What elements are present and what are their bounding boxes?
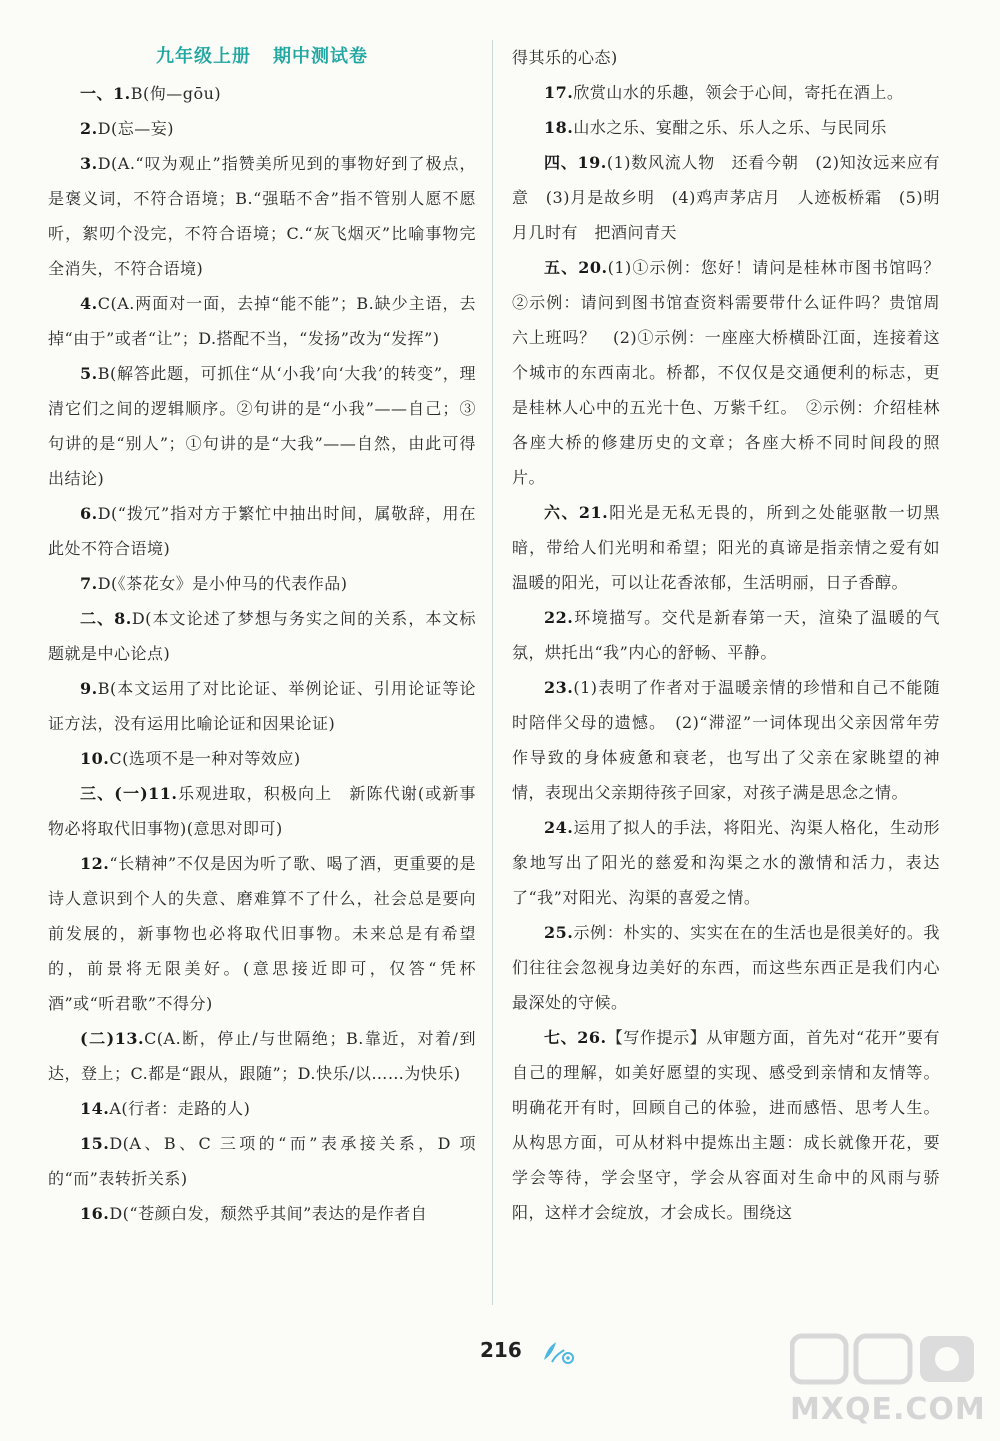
watermark-text: MXQE.COM <box>790 1392 986 1427</box>
answer-text: 欣赏山水的乐趣，领会于心间，寄托在酒上。 <box>573 83 904 102</box>
page-title <box>48 40 476 74</box>
answer-text: D(A、B、C 三项的“而”表承接关系，D 项的“而”表转折关系) <box>48 1134 476 1188</box>
leaf-swirl-icon <box>540 1340 576 1366</box>
answer-item <box>512 145 940 250</box>
answer-number: 二、8. <box>80 609 132 628</box>
answer-number: 10. <box>80 749 110 768</box>
answer-item <box>48 846 476 1021</box>
answer-text: C(选项不是一种对等效应) <box>109 749 301 768</box>
answer-item <box>48 566 476 601</box>
page-number: 216 <box>480 1338 522 1362</box>
answer-number: 7. <box>80 574 98 593</box>
answer-number: 五、20. <box>544 258 608 277</box>
answer-item <box>512 495 940 600</box>
answer-number: 18. <box>544 118 574 137</box>
answer-number: 5. <box>80 364 98 383</box>
answer-number: 四、19. <box>544 153 607 172</box>
answer-number: 3. <box>80 154 98 173</box>
answer-text: (1)数风流人物 还看今朝 (2)知汝远来应有意 (3)月是故乡明 (4)鸡声茅店月 人迹板桥霜 (5)明月几时有 把酒问青天 <box>512 153 940 242</box>
answer-item <box>48 286 476 356</box>
answer-item <box>48 741 476 776</box>
answer-number: 12. <box>80 854 110 873</box>
title-exam: 期中测试卷 <box>273 46 368 67</box>
answer-text: 得其乐的心态) <box>512 48 618 67</box>
answer-number: 22. <box>544 608 574 627</box>
answer-text: D(本文论述了梦想与务实之间的关系，本文标题就是中心论点) <box>48 609 476 663</box>
answer-text: D(《茶花女》是小仲马的代表作品) <box>97 574 348 593</box>
answer-item <box>512 250 957 495</box>
answer-number: 24. <box>544 818 574 837</box>
answer-number: 2. <box>80 119 98 138</box>
answer-item <box>512 110 940 145</box>
answer-number: 25. <box>544 923 574 942</box>
answer-item <box>512 40 940 75</box>
title-grade: 九年级上册 <box>156 46 251 67</box>
answer-text: 【写作提示】从审题方面，首先对“花开”要有自己的理解，如美好愿望的实现、感受到亲情和友情等。明确花开有时，回顾自己的体验，进而感悟、思考人生。从构思方面，可从材料中提炼出主题：成长就像开花，要学会等待，学会坚守，学会从容面对生命中的风雨与骄阳，这样才会绽放，才会成长。围绕这 <box>512 1028 940 1222</box>
answer-item <box>48 1091 476 1126</box>
answer-number: 9. <box>80 679 98 698</box>
answer-text: D(“苍颜白发，颓然乎其间”表达的是作者自 <box>109 1204 428 1223</box>
answer-number: 七、26. <box>544 1028 607 1047</box>
answer-item <box>48 671 476 741</box>
left-answer-list <box>48 76 476 1231</box>
answer-item <box>48 776 476 846</box>
answer-text: 乐观进取，积极向上 新陈代谢(或新事物必将取代旧事物)(意思对即可) <box>48 784 476 838</box>
answer-text: B(佝—gōu) <box>130 84 222 103</box>
answer-number: 六、21. <box>544 503 609 522</box>
answer-number: 6. <box>80 504 98 523</box>
answer-text: (1)①示例：您好！请问是桂林市图书馆吗？ ②示例：请问到图书馆查资料需要带什么证件吗？贵馆周六上班吗？ (2)①示例：一座座大桥横卧江面，连接着这个城市的东西南北。桥都，不仅仅是交通便利的标志，更是桂林人心中的五光十色、万紫千红。 ②示例：介绍桂林各座大桥的修建历史的文章；各座大桥不同时间段的照片。 <box>512 258 957 487</box>
answer-text: D(忘—妄) <box>97 119 175 138</box>
left-column <box>48 40 476 1231</box>
watermark-logo <box>790 1330 980 1390</box>
answer-number: 三、(一)11. <box>80 784 178 803</box>
answer-item <box>48 1021 476 1091</box>
answer-item <box>512 810 940 915</box>
answer-text: B(本文运用了对比论证、举例论证、引用论证等论证方法，没有运用比喻论证和因果论证) <box>48 679 476 733</box>
answer-text: 运用了拟人的手法，将阳光、沟渠人格化，生动形象地写出了阳光的慈爱和沟渠之水的激情和活力，表达了“我”对阳光、沟渠的喜爱之情。 <box>512 818 940 907</box>
answer-number: (二)13. <box>80 1029 145 1048</box>
answer-item <box>512 1020 940 1230</box>
answer-item <box>48 601 476 671</box>
answer-item <box>48 146 476 286</box>
right-answer-list <box>512 40 957 1230</box>
answer-text: 山水之乐、宴酣之乐、乐人之乐、与民同乐 <box>573 118 887 137</box>
answer-number: 4. <box>80 294 98 313</box>
answer-item <box>48 111 476 146</box>
answer-number: 23. <box>544 678 574 697</box>
answer-item <box>512 670 940 810</box>
answer-text: D(“拨冗”指对方于繁忙中抽出时间，属敬辞，用在此处不符合语境) <box>48 504 476 558</box>
right-column <box>512 40 957 1230</box>
answer-text: 示例：朴实的、实实在在的生活也是很美好的。我们往往会忽视身边美好的东西，而这些东西正是我们内心最深处的守候。 <box>512 923 940 1012</box>
answer-item <box>512 915 940 1020</box>
answer-text: A(行者：走路的人) <box>109 1099 251 1118</box>
answer-item <box>48 356 476 496</box>
answer-text: C(A.断，停止/与世隔绝；B.靠近，对着/到达，登上；C.都是“跟从，跟随”；D.快乐/以……为快乐) <box>48 1029 476 1083</box>
column-divider <box>492 40 493 1305</box>
answer-text: 环境描写。交代是新春第一天，渲染了温暖的气氛，烘托出“我”内心的舒畅、平静。 <box>512 608 940 662</box>
answer-number: 14. <box>80 1099 110 1118</box>
answer-item <box>512 600 940 670</box>
answer-text: D(A.“叹为观止”指赞美所见到的事物好到了极点，是褒义词，不符合语境；B.“强聒不舍”指不管别人愿不愿听，絮叨个没完，不符合语境；C.“灰飞烟灭”比喻事物完全消失，不符合语境) <box>48 154 476 278</box>
answer-number: 17. <box>544 83 574 102</box>
answer-item <box>48 496 476 566</box>
answer-text: “长精神”不仅是因为听了歌、喝了酒，更重要的是诗人意识到个人的失意、磨难算不了什么，社会总是要向前发展的，新事物也必将取代旧事物。未来总是有希望的，前景将无限美好。(意思接近即可，仅答“凭杯酒”或“听君歌”不得分) <box>48 854 476 1013</box>
answer-text: B(解答此题，可抓住“从‘小我’向‘大我’的转变”，理清它们之间的逻辑顺序。②句讲的是“小我”——自己；③句讲的是“别人”；①句讲的是“大我”——自然，由此可得出结论) <box>48 364 476 488</box>
answer-number: 15. <box>80 1134 110 1153</box>
answer-text: C(A.两面对一面，去掉“能不能”；B.缺少主语，去掉“由于”或者“让”；D.搭配不当，“发扬”改为“发挥”) <box>48 294 476 348</box>
answer-number: 一、1. <box>80 84 131 103</box>
answer-item <box>48 1126 476 1196</box>
answer-item <box>48 76 476 111</box>
answer-text: (1)表明了作者对于温暖亲情的珍惜和自己不能随时陪伴父母的遗憾。 (2)“滞涩”一词体现出父亲因常年劳作导致的身体疲惫和衰老，也写出了父亲在家眺望的神情，表现出父亲期待孩子回家，对孩子满是思念之情。 <box>512 678 940 802</box>
answer-item <box>512 75 940 110</box>
answer-text: 阳光是无私无畏的，所到之处能驱散一切黑暗，带给人们光明和希望；阳光的真谛是指亲情之爱有如温暖的阳光，可以让花香浓郁，生活明丽，日子香醇。 <box>512 503 940 592</box>
answer-number: 16. <box>80 1204 110 1223</box>
answer-item <box>48 1196 476 1231</box>
